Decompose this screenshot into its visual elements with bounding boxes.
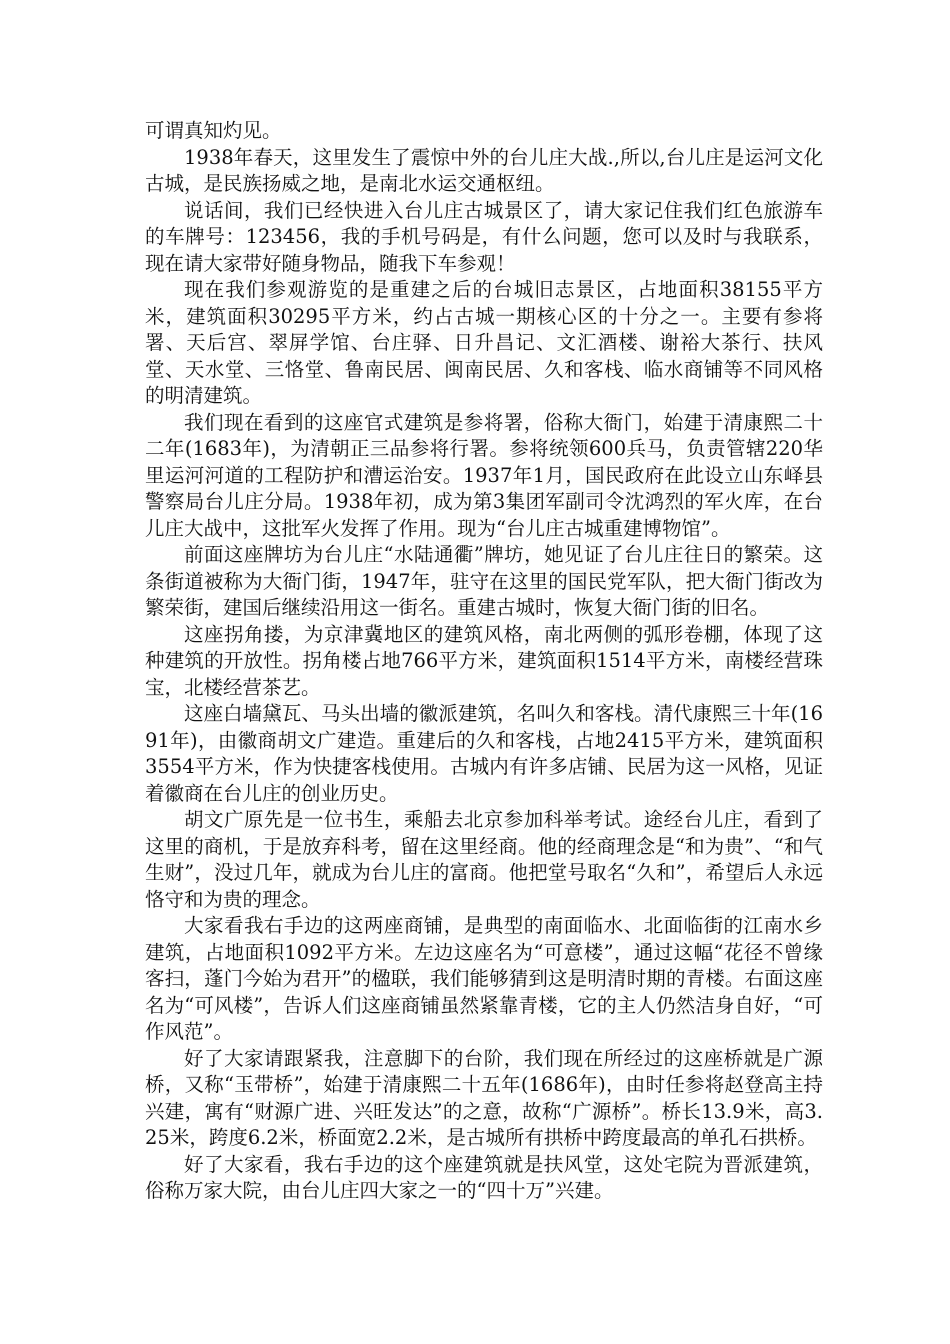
paragraph-6: 前面这座牌坊为台儿庄“水陆通衢”牌坊，她见证了台儿庄往日的繁荣。这条街道被称为大衙门街，1947年，驻守在这里的国民党军队，把大衙门街改为繁荣街，建国后继续沿用这一街名。重建古城时，恢复大衙门街的旧名。 [145, 543, 823, 619]
paragraph-7: 这座拐角搂，为京津冀地区的建筑风格，南北两侧的弧形卷棚，体现了这种建筑的开放性。拐角楼占地766平方米，建筑面积1514平方米，南楼经营珠宝，北楼经营茶艺。 [145, 622, 823, 699]
paragraph-8: 这座白墙黛瓦、马头出墙的徽派建筑，名叫久和客栈。清代康熙三十年(1691年)，由徽商胡文广建造。重建后的久和客栈，占地2415平方米，建筑面积3554平方米，作为快捷客栈使用。古城内有许多店铺、民居为这一风格，见证着徽商在台儿庄的创业历史。 [145, 702, 823, 805]
paragraph-10: 大家看我右手边的这两座商铺，是典型的南面临水、北面临街的江南水乡建筑，占地面积1092平方米。左边这座名为“可意楼”，通过这幅“花径不曾缘客扫，蓬门今始为君开”的楹联，我们能够猜到这是明清时期的青楼。右面这座名为“可风楼”，告诉人们这座商铺虽然紧靠青楼，它的主人仍然洁身自好，“可作风范”。 [145, 914, 823, 1043]
document-body [145, 118, 823, 1205]
paragraph-9: 胡文广原先是一位书生，乘船去北京参加科举考试。途经台儿庄，看到了这里的商机，于是放弃科考，留在这里经商。他的经商理念是“和为贵”、“和气生财”，没过几年，就成为台儿庄的富商。他把堂号取名“久和”，希望后人永远恪守和为贵的理念。 [145, 808, 823, 911]
paragraph-3: 说话间，我们已经快进入台儿庄古城景区了，请大家记住我们红色旅游车的车牌号：123456，我的手机号码是，有什么问题，您可以及时与我联系，现在请大家带好随身物品，随我下车参观！ [145, 198, 823, 275]
paragraph-1: 可谓真知灼见。 [145, 119, 282, 142]
paragraph-5: 我们现在看到的这座官式建筑是参将署，俗称大衙门，始建于清康熙二十二年(1683年)，为清朝正三品参将行署。参将统领600兵马，负责管辖220华里运河河道的工程防护和漕运治安。1937年1月，国民政府在此设立山东峄县警察局台儿庄分局。1938年初，成为第3集团军副司令沈鸿烈的军火库，在台儿庄大战中，这批军火发挥了作用。现为“台儿庄古城重建博物馆”。 [145, 410, 823, 540]
paragraph-2: 1938年春天，这里发生了震惊中外的台儿庄大战.,所以,台儿庄是运河文化古城，是民族扬威之地，是南北水运交通枢纽。 [145, 145, 823, 195]
paragraph-12: 好了大家看，我右手边的这个座建筑就是扶风堂，这处宅院为晋派建筑，俗称万家大院，由台儿庄四大家之一的“四十万”兴建。 [145, 1152, 823, 1202]
paragraph-11: 好了大家请跟紧我，注意脚下的台阶，我们现在所经过的这座桥就是广源桥，又称“玉带桥”，始建于清康熙二十五年(1686年)，由时任参将赵登高主持兴建，寓有“财源广进、兴旺发达”的之意，故称“广源桥”。桥长13.9米，高3.25米，跨度6.2米，桥面宽2.2米，是古城所有拱桥中跨度最高的单孔石拱桥。 [145, 1046, 823, 1149]
paragraph-4: 现在我们参观游览的是重建之后的台城旧志景区，占地面积38155平方米，建筑面积30295平方米，约占古城一期核心区的十分之一。主要有参将署、天后宫、翠屏学馆、台庄驿、日升昌记、文汇酒楼、谢裕大茶行、扶风堂、天水堂、三恪堂、鲁南民居、闽南民居、久和客栈、临水商铺等不同风格的明清建筑。 [145, 278, 823, 407]
